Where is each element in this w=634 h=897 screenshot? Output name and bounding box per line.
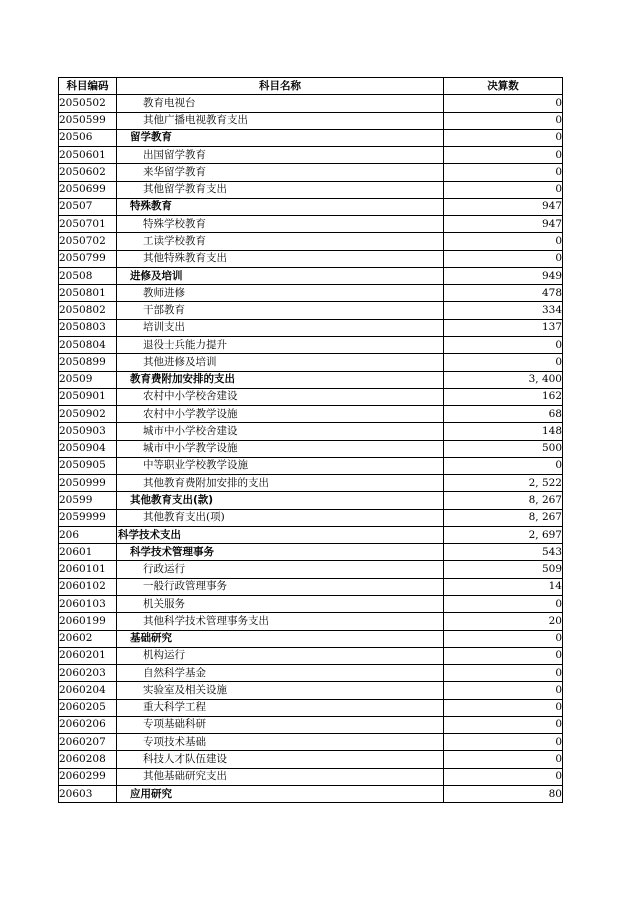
amount-cell: 0	[444, 699, 563, 716]
table-row	[59, 181, 563, 198]
name-cell: 实验室及相关设施	[117, 682, 444, 699]
code-cell: 2050904	[59, 440, 117, 457]
amount-cell: 0	[444, 336, 563, 353]
amount-cell: 0	[444, 250, 563, 267]
code-cell: 2060102	[59, 578, 117, 595]
table-row	[59, 267, 563, 284]
name-cell: 农村中小学校舍建设	[117, 388, 444, 405]
amount-cell: 0	[444, 233, 563, 250]
code-cell: 2050899	[59, 354, 117, 371]
table-row	[59, 388, 563, 405]
budget-sheet	[58, 77, 562, 803]
name-cell: 特殊学校教育	[117, 216, 444, 233]
amount-cell: 0	[444, 734, 563, 751]
table-row	[59, 440, 563, 457]
code-cell: 2060204	[59, 682, 117, 699]
name-cell: 机关服务	[117, 595, 444, 612]
code-cell: 2060206	[59, 716, 117, 733]
name-cell: 其他广播电视教育支出	[117, 112, 444, 129]
amount-cell: 947	[444, 198, 563, 215]
name-cell: 培训支出	[117, 319, 444, 336]
table-row	[59, 595, 563, 612]
table-row	[59, 95, 563, 112]
name-cell: 其他留学教育支出	[117, 181, 444, 198]
amount-cell: 2, 697	[444, 526, 563, 543]
code-cell: 2050802	[59, 302, 117, 319]
amount-cell: 0	[444, 647, 563, 664]
table-row	[59, 561, 563, 578]
name-cell: 其他科学技术管理事务支出	[117, 613, 444, 630]
amount-cell: 137	[444, 319, 563, 336]
table-row	[59, 129, 563, 146]
code-cell: 2050502	[59, 95, 117, 112]
code-cell: 20602	[59, 630, 117, 647]
name-cell: 其他教育支出(款)	[117, 492, 444, 509]
amount-cell: 0	[444, 751, 563, 768]
table-row	[59, 198, 563, 215]
code-cell: 2059999	[59, 509, 117, 526]
name-cell: 重大科学工程	[117, 699, 444, 716]
amount-cell: 0	[444, 181, 563, 198]
name-cell: 来华留学教育	[117, 164, 444, 181]
name-cell: 教育费附加安排的支出	[117, 371, 444, 388]
amount-cell: 20	[444, 613, 563, 630]
code-cell: 2060103	[59, 595, 117, 612]
table-row	[59, 457, 563, 474]
name-cell: 专项技术基础	[117, 734, 444, 751]
table-row	[59, 475, 563, 492]
table-row	[59, 164, 563, 181]
code-cell: 2050903	[59, 423, 117, 440]
budget-table	[58, 77, 563, 803]
table-row	[59, 319, 563, 336]
code-cell: 2050699	[59, 181, 117, 198]
header-amount: 决算数	[444, 78, 563, 95]
code-cell: 2060199	[59, 613, 117, 630]
name-cell: 专项基础科研	[117, 716, 444, 733]
amount-cell: 543	[444, 544, 563, 561]
table-row	[59, 647, 563, 664]
amount-cell: 478	[444, 285, 563, 302]
name-cell: 城市中小学教学设施	[117, 440, 444, 457]
name-cell: 退役士兵能力提升	[117, 336, 444, 353]
amount-cell: 0	[444, 164, 563, 181]
table-body	[59, 95, 563, 803]
code-cell: 20508	[59, 267, 117, 284]
amount-cell: 14	[444, 578, 563, 595]
code-cell: 206	[59, 526, 117, 543]
amount-cell: 0	[444, 682, 563, 699]
name-cell: 农村中小学教学设施	[117, 406, 444, 423]
table-row	[59, 147, 563, 164]
code-cell: 2050801	[59, 285, 117, 302]
name-cell: 教育电视台	[117, 95, 444, 112]
amount-cell: 3, 400	[444, 371, 563, 388]
name-cell: 行政运行	[117, 561, 444, 578]
code-cell: 20507	[59, 198, 117, 215]
table-row	[59, 613, 563, 630]
code-cell: 2050804	[59, 336, 117, 353]
table-row	[59, 526, 563, 543]
amount-cell: 0	[444, 457, 563, 474]
name-cell: 科学技术支出	[117, 526, 444, 543]
table-row	[59, 682, 563, 699]
table-row	[59, 406, 563, 423]
name-cell: 其他基础研究支出	[117, 768, 444, 785]
name-cell: 中等职业学校教学设施	[117, 457, 444, 474]
name-cell: 留学教育	[117, 129, 444, 146]
code-cell: 2050902	[59, 406, 117, 423]
amount-cell: 148	[444, 423, 563, 440]
code-cell: 2060208	[59, 751, 117, 768]
name-cell: 干部教育	[117, 302, 444, 319]
name-cell: 机构运行	[117, 647, 444, 664]
name-cell: 基础研究	[117, 630, 444, 647]
code-cell: 2060205	[59, 699, 117, 716]
code-cell: 2060201	[59, 647, 117, 664]
name-cell: 教师进修	[117, 285, 444, 302]
amount-cell: 0	[444, 768, 563, 785]
header-row	[59, 78, 563, 95]
code-cell: 2060203	[59, 665, 117, 682]
amount-cell: 0	[444, 595, 563, 612]
code-cell: 2050599	[59, 112, 117, 129]
amount-cell: 0	[444, 112, 563, 129]
name-cell: 其他教育支出(项)	[117, 509, 444, 526]
code-cell: 20599	[59, 492, 117, 509]
amount-cell: 334	[444, 302, 563, 319]
code-cell: 2060207	[59, 734, 117, 751]
code-cell: 20509	[59, 371, 117, 388]
name-cell: 城市中小学校舍建设	[117, 423, 444, 440]
name-cell: 自然科学基金	[117, 665, 444, 682]
name-cell: 进修及培训	[117, 267, 444, 284]
name-cell: 科学技术管理事务	[117, 544, 444, 561]
table-row	[59, 751, 563, 768]
table-row	[59, 665, 563, 682]
code-cell: 2050999	[59, 475, 117, 492]
amount-cell: 0	[444, 129, 563, 146]
table-row	[59, 250, 563, 267]
amount-cell: 0	[444, 95, 563, 112]
table-row	[59, 699, 563, 716]
code-cell: 2050702	[59, 233, 117, 250]
amount-cell: 80	[444, 785, 563, 802]
amount-cell: 0	[444, 665, 563, 682]
code-cell: 2050601	[59, 147, 117, 164]
table-row	[59, 630, 563, 647]
name-cell: 工读学校教育	[117, 233, 444, 250]
amount-cell: 8, 267	[444, 509, 563, 526]
table-row	[59, 354, 563, 371]
code-cell: 2060299	[59, 768, 117, 785]
code-cell: 2050803	[59, 319, 117, 336]
code-cell: 20506	[59, 129, 117, 146]
table-row	[59, 544, 563, 561]
name-cell: 其他特殊教育支出	[117, 250, 444, 267]
table-row	[59, 216, 563, 233]
amount-cell: 0	[444, 354, 563, 371]
code-cell: 20601	[59, 544, 117, 561]
amount-cell: 947	[444, 216, 563, 233]
table-row	[59, 112, 563, 129]
table-row	[59, 336, 563, 353]
table-row	[59, 509, 563, 526]
table-row	[59, 768, 563, 785]
table-row	[59, 785, 563, 802]
code-cell: 2050799	[59, 250, 117, 267]
amount-cell: 0	[444, 630, 563, 647]
header-code: 科目编码	[59, 78, 117, 95]
code-cell: 20603	[59, 785, 117, 802]
code-cell: 2060101	[59, 561, 117, 578]
table-row	[59, 371, 563, 388]
name-cell: 一般行政管理事务	[117, 578, 444, 595]
table-row	[59, 233, 563, 250]
amount-cell: 0	[444, 716, 563, 733]
table-row	[59, 492, 563, 509]
name-cell: 出国留学教育	[117, 147, 444, 164]
name-cell: 其他进修及培训	[117, 354, 444, 371]
amount-cell: 500	[444, 440, 563, 457]
table-row	[59, 578, 563, 595]
name-cell: 特殊教育	[117, 198, 444, 215]
amount-cell: 0	[444, 147, 563, 164]
name-cell: 科技人才队伍建设	[117, 751, 444, 768]
name-cell: 应用研究	[117, 785, 444, 802]
code-cell: 2050602	[59, 164, 117, 181]
table-header	[59, 78, 563, 95]
code-cell: 2050901	[59, 388, 117, 405]
table-row	[59, 423, 563, 440]
amount-cell: 2, 522	[444, 475, 563, 492]
code-cell: 2050701	[59, 216, 117, 233]
amount-cell: 8, 267	[444, 492, 563, 509]
amount-cell: 509	[444, 561, 563, 578]
code-cell: 2050905	[59, 457, 117, 474]
name-cell: 其他教育费附加安排的支出	[117, 475, 444, 492]
header-name: 科目名称	[117, 78, 444, 95]
table-row	[59, 302, 563, 319]
table-row	[59, 716, 563, 733]
table-row	[59, 285, 563, 302]
amount-cell: 949	[444, 267, 563, 284]
amount-cell: 68	[444, 406, 563, 423]
amount-cell: 162	[444, 388, 563, 405]
table-row	[59, 734, 563, 751]
